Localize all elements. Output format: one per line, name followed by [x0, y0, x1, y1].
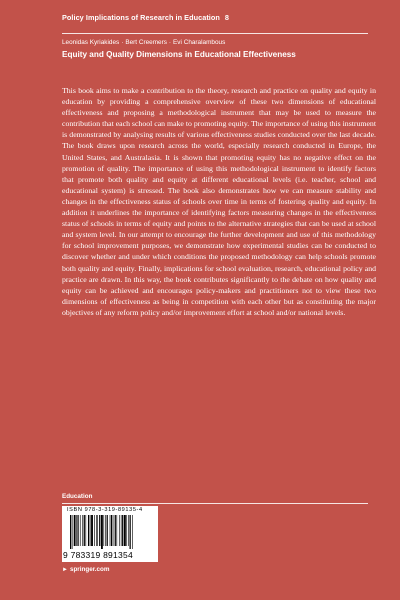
barcode-digits: 9 783319 891354 [63, 550, 133, 560]
series-name: Policy Implications of Research in Education [62, 13, 220, 22]
barcode-bar [76, 515, 77, 546]
subject-category: Education [62, 493, 93, 500]
publisher-website[interactable] [62, 566, 110, 573]
barcode-bar [121, 515, 122, 546]
barcode-bar [119, 515, 120, 546]
arrow-right-icon: ► [62, 567, 68, 573]
website-text: springer.com [69, 566, 110, 573]
barcode-bar [105, 515, 106, 546]
barcode-bar [80, 515, 81, 546]
barcode-bar [88, 515, 89, 546]
barcode-bar [124, 515, 126, 546]
barcode-bar [101, 515, 103, 549]
author-name: Leonidas Kyriakides [62, 39, 120, 46]
barcode-bar [96, 515, 97, 546]
bottom-divider [62, 503, 368, 504]
barcode-bar [72, 515, 73, 549]
barcode-bar [126, 515, 127, 546]
barcode-bar [122, 515, 123, 546]
book-title: Equity and Quality Dimensions in Educational Effectiveness [62, 50, 296, 59]
barcode-bar [99, 515, 100, 546]
barcode-bar [130, 515, 131, 549]
barcode-bar [132, 515, 133, 549]
barcode-bar [97, 515, 98, 546]
barcode-bar [90, 515, 91, 546]
barcode-bar [91, 515, 93, 546]
barcode-bar [70, 515, 71, 549]
barcode-bar [103, 515, 104, 546]
barcode-bar [113, 515, 114, 546]
barcode-bar [84, 515, 85, 546]
series-line [62, 13, 229, 22]
barcode-bar [117, 515, 118, 546]
author-name: Bert Creemers [125, 39, 167, 46]
barcode-bar [110, 515, 111, 546]
isbn-barcode [62, 506, 158, 562]
barcode-bar [74, 515, 76, 546]
author-list [62, 39, 225, 46]
barcode-bar [128, 515, 129, 546]
author-separator: · [121, 39, 124, 46]
barcode-bar [107, 515, 108, 546]
barcode-bar [82, 515, 83, 546]
barcode-bar [77, 515, 78, 546]
barcode-bars [70, 515, 154, 549]
barcode-bar [111, 515, 112, 546]
isbn-label: ISBN 978-3-319-89135-4 [67, 507, 143, 513]
author-name: Evi Charalambous [173, 39, 226, 46]
barcode-bar [86, 515, 87, 546]
author-separator: · [168, 39, 172, 46]
series-number: 8 [224, 13, 230, 22]
barcode-bar [115, 515, 116, 546]
book-description: This book aims to make a contribution to the theory, research and practice on quality and equity in education by providing a comprehensive overview of these two dimensions of educational effectiveness and proposing a methodological instrument that may be used to measure the contribution that each school can make to promoting equity. The importance of using this instrument is demonstrated by analysing results of various effectiveness studies conducted over the last decade. The book draws upon research across the world, especially research conducted in Europe, the United States, and Australasia. It is shown that promoting equity has no negative effect on the promotion of quality. The importance of using this methodological instrument to identify factors that promote both quality and equity at different educational levels (i.e. teacher, school and educational system) is stressed. The book also demonstrates how we can measure stability and changes in the effectiveness status of schools over time in terms of fostering quality and equity. In addition it underlines the importance of identifying factors measuring changes in the effectiveness status of schools in terms of equity and points to the alternative strategies that can be used at school and system level. In our attempt to encourage the further development and use of this methodology for school improvement purposes, we demonstrate how experimental studies can be conducted to discover whether and under which conditions the proposed methodology can help schools promote both quality and equity. Finally, implications for school evaluation, research, educational policy and practice are drawn. In this way, the book contributes significantly to the debate on how quality and equity can be achieved and encourages policy-makers and practitioners not to view these two dimensions of effectiveness as being in competition with each other but as constituting the major objectives of any reform policy and/or improvement effort at school and/or national levels. [62, 86, 376, 317]
top-divider [62, 33, 368, 34]
barcode-bar [94, 515, 95, 546]
